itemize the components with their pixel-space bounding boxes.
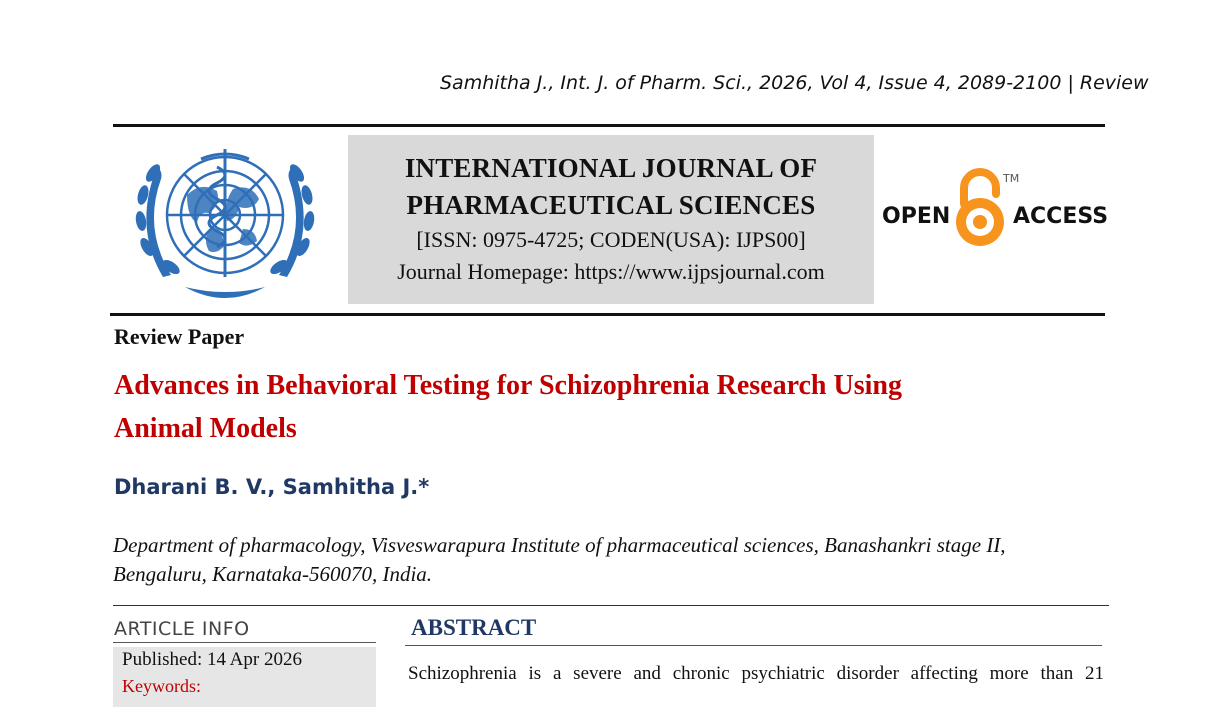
published-date: Published: 14 Apr 2026 bbox=[122, 649, 302, 670]
open-access-trademark: TM bbox=[1003, 172, 1020, 185]
journal-homepage: Journal Homepage: https://www.ijpsjournal.com bbox=[397, 259, 825, 284]
article-info-underline bbox=[113, 642, 376, 643]
header-rule-top bbox=[113, 124, 1105, 127]
section-label: Review Paper bbox=[114, 324, 245, 349]
open-access-logo bbox=[880, 160, 1110, 255]
paper-title-line2: Animal Models bbox=[114, 413, 297, 444]
open-access-right-word: ACCESS bbox=[1013, 204, 1109, 229]
journal-title-line2: PHARMACEUTICAL SCIENCES bbox=[406, 190, 816, 220]
abstract-text: Schizophrenia is a severe and chronic psychiatric disorder affecting more than 21 bbox=[408, 663, 1104, 684]
header-rule-bottom bbox=[110, 313, 1105, 316]
affiliation-line1: Department of pharmacology, Visveswarapura Institute of pharmaceutical sciences, Banashankri stage II, bbox=[113, 533, 1006, 557]
un-emblem-logo bbox=[125, 137, 325, 307]
open-access-left-word: OPEN bbox=[882, 204, 951, 229]
journal-masthead bbox=[348, 135, 874, 304]
keywords-label: Keywords: bbox=[122, 676, 201, 696]
article-info-divider bbox=[113, 605, 1109, 606]
citation-header: Samhitha J., Int. J. of Pharm. Sci., 2026, Vol 4, Issue 4, 2089-2100 | Review bbox=[440, 72, 1149, 94]
paper-title bbox=[114, 364, 1104, 450]
article-info-heading: ARTICLE INFO bbox=[114, 618, 250, 640]
abstract-heading: ABSTRACT bbox=[411, 615, 537, 640]
open-lock-icon bbox=[956, 172, 1004, 246]
author-list: Dharani B. V., Samhitha J.* bbox=[114, 475, 430, 499]
affiliation bbox=[113, 531, 1108, 589]
journal-title-line1: INTERNATIONAL JOURNAL OF bbox=[404, 153, 818, 183]
paper-title-line1: Advances in Behavioral Testing for Schizophrenia Research Using bbox=[114, 370, 902, 401]
abstract-underline bbox=[405, 645, 1102, 646]
affiliation-line2: Bengaluru, Karnataka-560070, India. bbox=[113, 562, 433, 586]
journal-issn: [ISSN: 0975-4725; CODEN(USA): IJPS00] bbox=[416, 227, 806, 252]
